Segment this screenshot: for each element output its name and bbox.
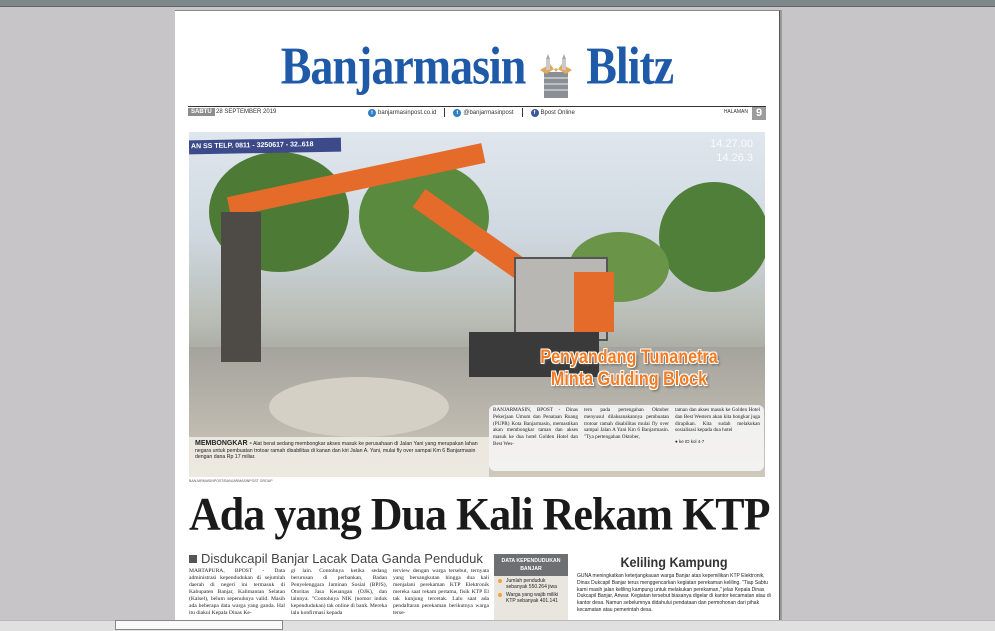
caption-label: MEMBONGKAR -: [195, 440, 252, 447]
social-links: [368, 108, 575, 117]
scrollbar-thumb[interactable]: [115, 620, 283, 630]
article-column: terview dengan warga tersebut, ternyata yang bersangkutan hingga dua kali menjalani perekaman KTP Elektronik mereka saat rekam pertama, fisik KTP El tak kunjung tercetak. Lalu saat ada pendaftaran perekaman berikutnya warga terse-: [393, 568, 489, 616]
article-headline: Ada yang Dua Kali Rekam KTP: [189, 488, 770, 541]
shop-sign: AN SS TELP. 0811 - 3250617 - 32..618: [189, 138, 341, 155]
date-label: 28 SEPTEMBER 2019: [216, 109, 277, 115]
data-box: [494, 554, 568, 621]
masthead-title-left: Banjarmasin: [280, 36, 526, 95]
twitter-icon: t: [453, 109, 461, 117]
photo-caption: [189, 437, 489, 477]
lead-story: [489, 405, 764, 471]
article-column: MARTAPURA, BPOST - Data administrasi kependudukan di sejumlah daerah di negeri ini termasuk di Kabupaten Banjar, Kalimantan Selatan (Kalsel), belum sepenuhnya valid. Masih ada beberapa data warga yang ganda. Hal itu diakui Kepala Dinas Ke-: [189, 568, 285, 616]
masthead-title-right: Blitz: [586, 36, 674, 95]
timestamp: 14.27.00: [710, 138, 753, 150]
lead-photo: [189, 132, 765, 477]
caption-text: Alat berat sedang membongkar akses masuk ke perusahaan di Jalan Yani yang merupakan lahan negara untuk pembuatan trotoar ramah disabilitas di kanan dan kiri Jalan A. Yani, mulai fly over sampai Km 6 Banjarmasin dengan dana Rp 17 miliar.: [195, 441, 478, 460]
data-item: Warga yang wajib miliki KTP sebanyak 401.141: [494, 590, 568, 604]
day-label: SABTU: [188, 108, 215, 116]
lead-column: tern pada pertengahan Oktober menyusul dilaksanakannya pembuatan trotoar ramah disabilitas mulai fly over sampai Jalan A Yani Km 6 Banjarmasin. "Tya pertengahan Oktober,: [584, 407, 669, 441]
newspaper-page: [175, 10, 780, 621]
data-box-header: DATA KEPENDUDUKAN BANJAR: [494, 554, 568, 576]
excavator-body: [574, 272, 614, 332]
article-column: gi lain. Contohnya ketika sedang berurusan di perbankan, Badan Penyelenggara Jaminan Sosial (BPJS), Otoritas Jasa Keuangan (OJK), dan lainnya. "Contohnya NIK (nomor induk kependudukan) tak online di bank. Mereka lalu konfirmasi kepada: [291, 568, 387, 616]
continued-label: ● ke ID kol 4-7: [675, 439, 705, 445]
mosque-towers-logo-icon: [536, 54, 576, 100]
lead-column: taman dan akses masuk ke Golden Hotel dan Best Western akan kita bongkar juga dirapikan. Kita sudah melakukan sosialisasi kepada dua hotel ● ke ID kol 4-7: [675, 407, 760, 445]
rubble: [269, 377, 449, 437]
website-icon: t: [368, 109, 376, 117]
masthead: [175, 36, 779, 100]
viewer-top-bar: [0, 0, 995, 7]
divider: [444, 108, 445, 117]
lead-column: BANJARMASIN, BPOST - Dinas Pekerjaan Umum dan Penataan Ruang (PUPR) Kota Banjarmasin, memastikan akan membongkar taman dan akses masuk ke dua hotel Golden Hotel dan Best Wes-: [493, 407, 578, 447]
square-bullet-icon: [189, 555, 197, 563]
divider: [522, 108, 523, 117]
overlay-title: Penyandang Tunanetra Minta Guiding Block: [540, 347, 718, 390]
article-subhead: Disdukcapil Banjar Lacak Data Ganda Penduduk: [189, 551, 483, 566]
sign-tire: TIRE: [299, 132, 311, 138]
breaker-hammer: [221, 212, 261, 362]
sidebar-text: GUNA meningkatkan keterjangkauan warga Banjar atas kepemilikan KTP Elektronik, Dinas Dukcapil Banjar terus menggencarkan kegiatan perekaman keliling. "Tiap Sabtu kami masih jalan keliling kampung untuk melakukan perekaman," jelas Kepala Dinas Dukcapil Banjar, Anwar. Kegiatan tersebut biasanya digelar di kantor kecamatan atau di kantor desa. Namun sebelumnya didahului pendataan dan permohonan dari pihak kecamatan atau pemerintah desa.: [577, 573, 771, 613]
page-number: 9: [752, 107, 766, 120]
article-body: [189, 568, 489, 617]
facebook-link[interactable]: f Bpost Online: [531, 109, 575, 117]
timestamp: 14.26.3: [716, 152, 753, 164]
website-link[interactable]: t banjarmasinpost.co.id: [368, 109, 436, 117]
data-item: Jumlah penduduk sebanyak 550.264 jiwa: [494, 576, 568, 590]
sidebar-title: Keliling Kampung: [620, 554, 728, 570]
photo-credit: BANJARMASINPOST/BANJARMASINPOST GROUP: [189, 479, 273, 483]
twitter-link[interactable]: t @banjarmasinpost: [453, 109, 513, 117]
photo-tree: [659, 182, 765, 292]
facebook-icon: f: [531, 109, 539, 117]
page-label: HALAMAN: [723, 109, 748, 115]
info-bar: [188, 106, 766, 121]
